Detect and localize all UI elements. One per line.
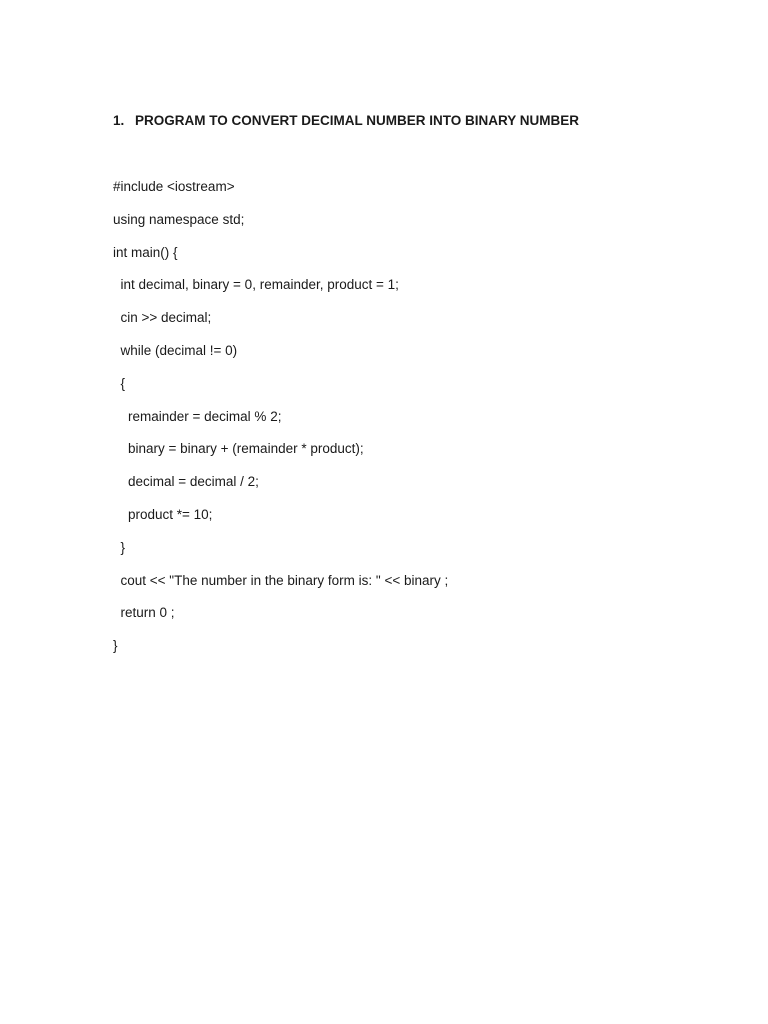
- code-line: int decimal, binary = 0, remainder, product = 1;: [113, 277, 399, 293]
- code-line: decimal = decimal / 2;: [113, 474, 259, 490]
- code-line: while (decimal != 0): [113, 342, 238, 358]
- code-line: int main() {: [113, 244, 178, 260]
- heading-number: 1.: [113, 113, 125, 128]
- code-line: }: [113, 638, 118, 654]
- program-heading: [113, 113, 579, 128]
- code-line: return 0 ;: [113, 605, 175, 621]
- code-line: {: [113, 375, 126, 391]
- code-line: cin >> decimal;: [113, 310, 212, 326]
- code-line: using namespace std;: [113, 211, 245, 227]
- code-listing: [113, 178, 448, 670]
- code-line: cout << "The number in the binary form is: " << binary ;: [113, 572, 449, 588]
- code-line: }: [113, 539, 126, 555]
- code-line: product *= 10;: [113, 506, 213, 522]
- code-line: #include <iostream>: [113, 179, 235, 194]
- code-line: binary = binary + (remainder * product);: [113, 441, 364, 457]
- heading-title: PROGRAM TO CONVERT DECIMAL NUMBER INTO BINARY NUMBER: [135, 113, 580, 128]
- code-line: remainder = decimal % 2;: [113, 408, 282, 424]
